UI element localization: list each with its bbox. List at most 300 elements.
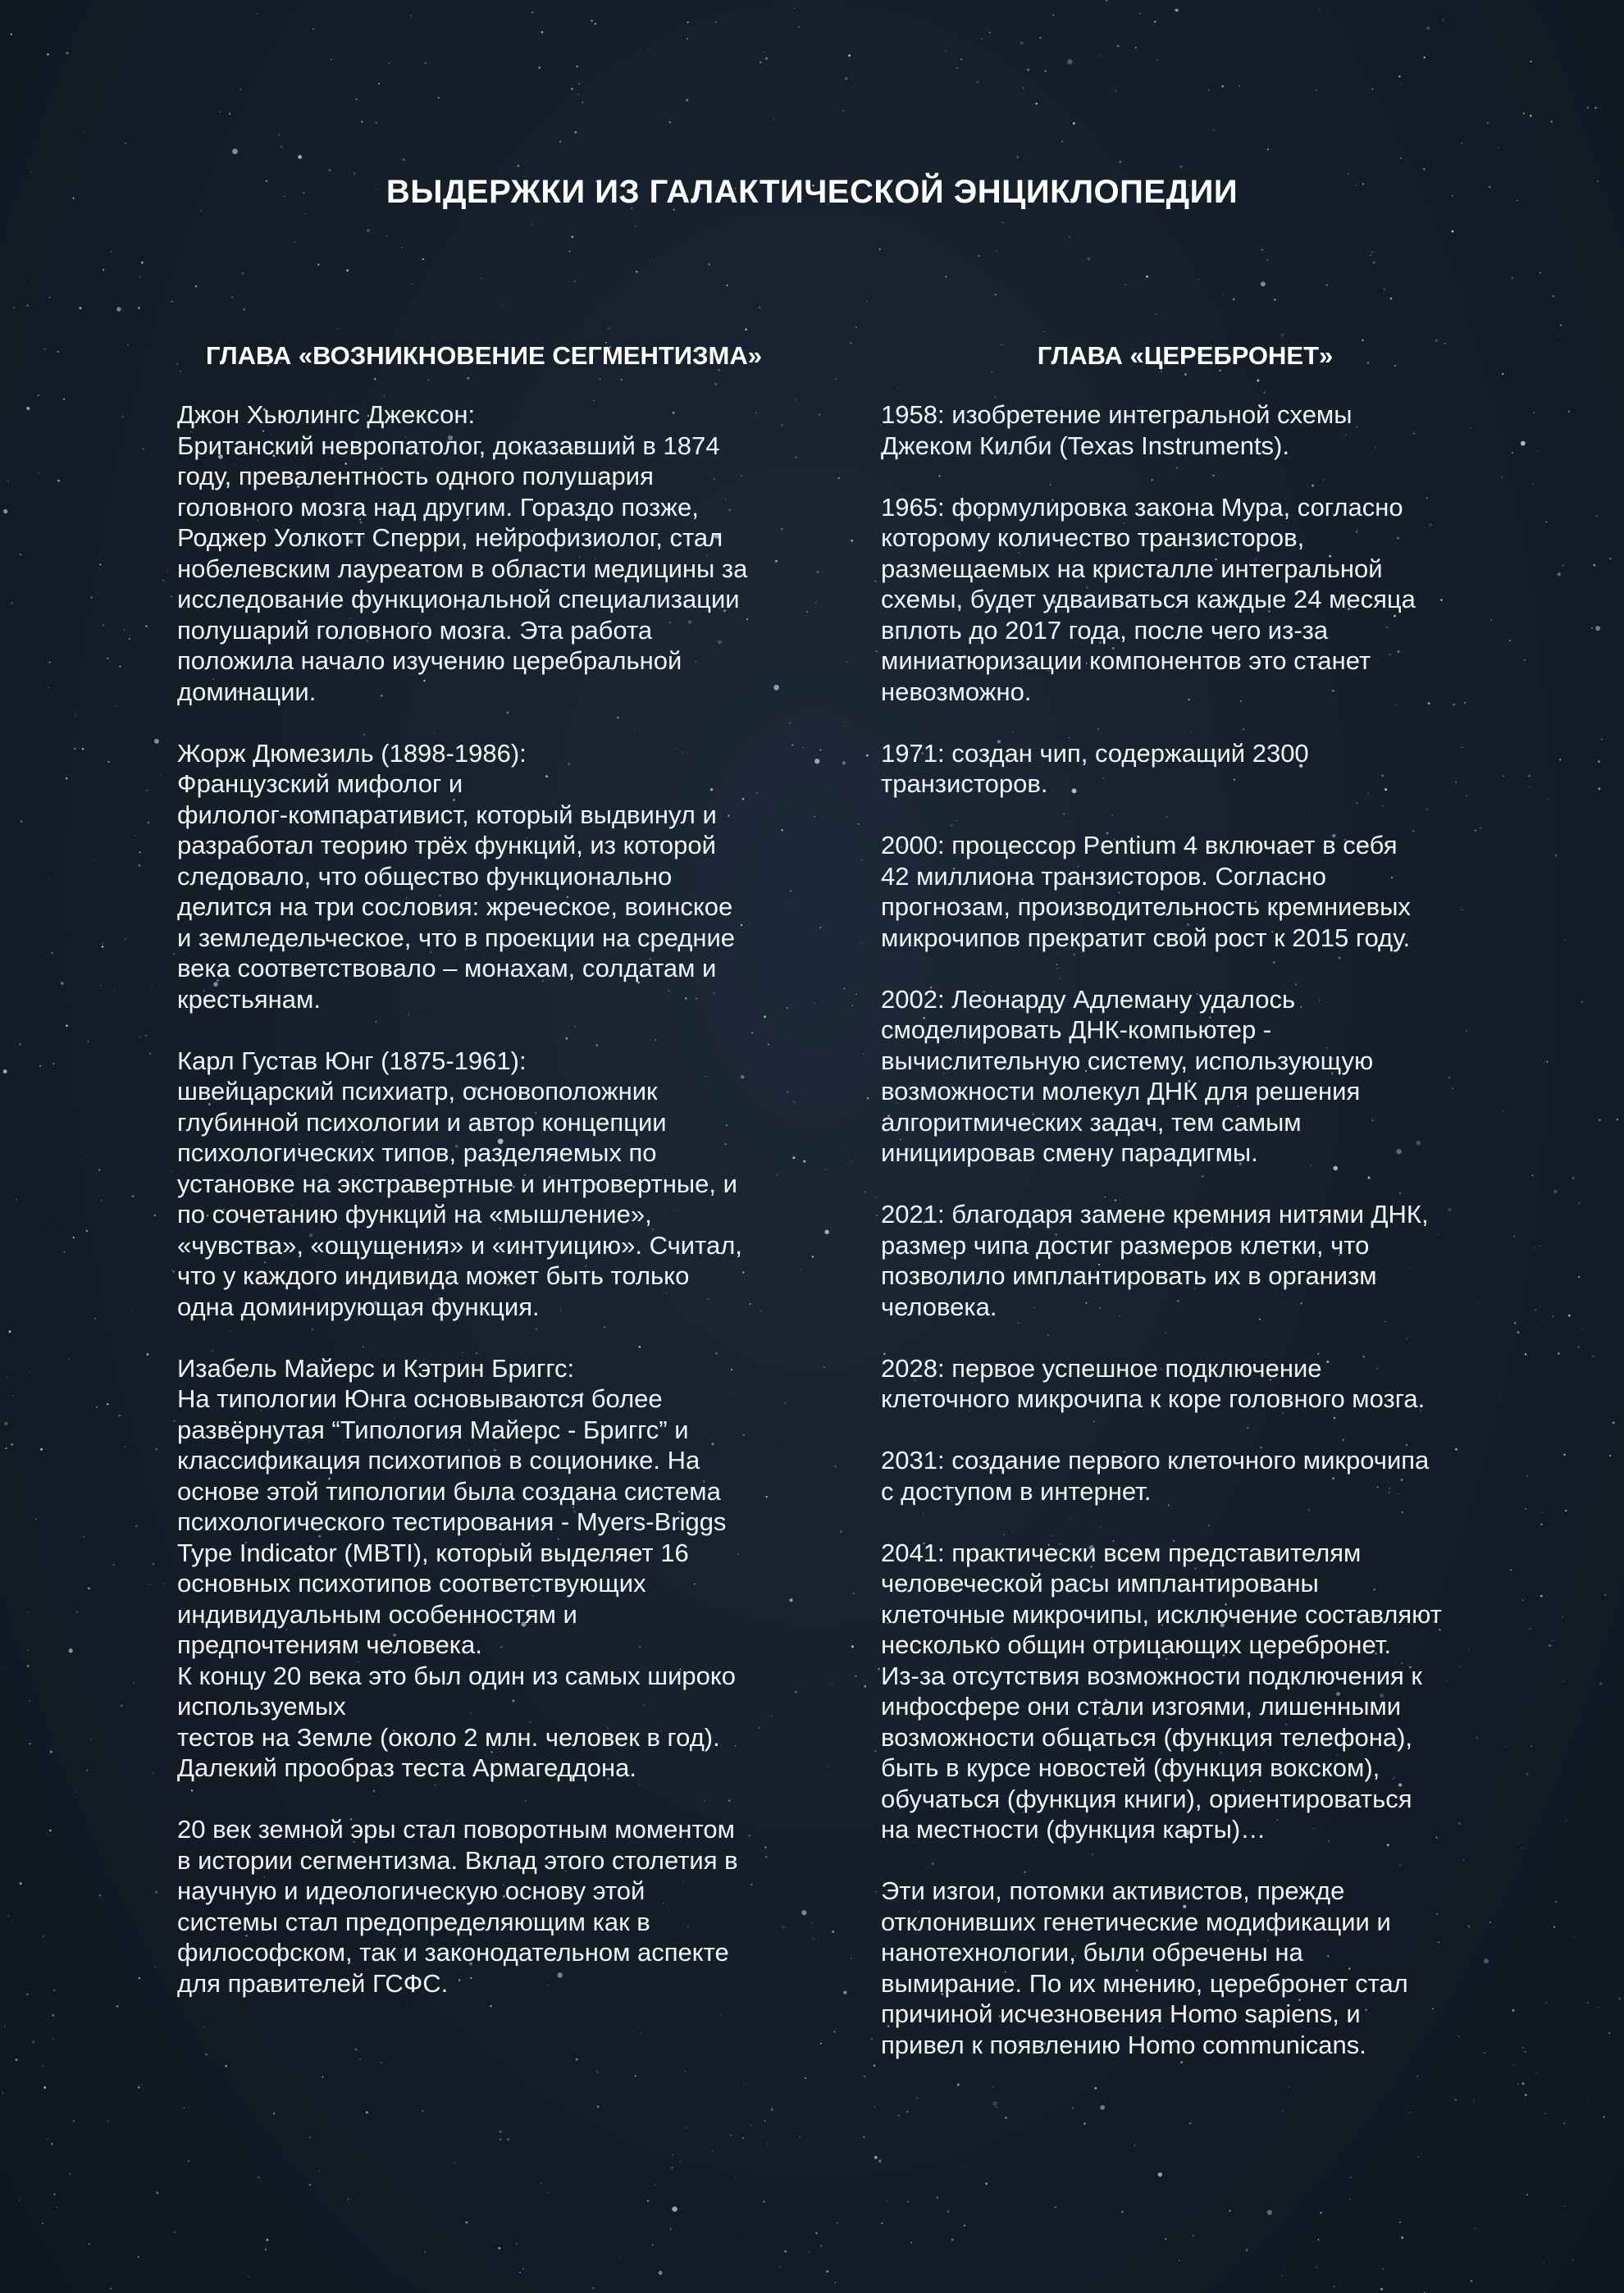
text-line: клеточные микрочипы, исключение составляют [881,1599,1442,1629]
star [1282,2275,1283,2276]
star [855,994,856,995]
star [672,2154,673,2155]
star [1005,2117,1006,2118]
star [741,2231,742,2232]
star [1587,107,1589,108]
text-line: крестьянам. [177,984,321,1014]
star [960,58,962,60]
star [107,761,109,763]
star [726,285,728,286]
star [1601,739,1603,741]
star [249,2276,250,2277]
star [154,739,159,744]
star [69,1358,70,1359]
star [1461,143,1462,144]
text-line: психологических типов, разделяемых по [177,1138,657,1167]
text-line: философском, так и законодательном аспекте [177,1938,729,1967]
star [121,1705,123,1707]
star [1587,2002,1589,2004]
text-line: Изабель Майерс и Кэтрин Бриггс: [177,1353,575,1383]
text-line: и земледельческое, что в проекции на средние [177,923,736,952]
text-line: научную и идеологическую основу этой [177,1876,645,1905]
star [1184,373,1186,375]
star [1121,2211,1123,2213]
star [1599,1119,1601,1121]
star [1370,254,1371,256]
star [1540,272,1541,274]
star [355,98,357,100]
text-line: Type Indicator (MBTI), который выделяет 16 [177,1538,689,1567]
star [1398,75,1401,78]
star [93,859,94,861]
text-line: для правителей ГСФС. [177,1968,449,1998]
star [1334,2286,1335,2287]
star [1135,47,1137,48]
star [820,2245,822,2247]
star [907,2201,909,2203]
star [597,2105,600,2108]
paragraph [177,1353,817,1784]
star [947,2210,950,2213]
star [79,307,81,309]
text-line: алгоритмических задач, тем самым [881,1107,1302,1137]
text-line: которому количество транзисторов, [881,523,1305,552]
star [38,473,39,474]
star [1035,103,1038,105]
star [1189,2122,1192,2125]
star [281,146,283,148]
star [798,26,800,28]
star [1263,392,1265,394]
star [125,143,126,144]
star [995,397,996,398]
star [1326,284,1328,285]
star [819,475,821,476]
star [11,34,12,35]
text-line: «чувства», «ощущения» и «интуицию». Считал, [177,1230,742,1260]
star [846,662,848,663]
text-line: 1971: создан чип, содержащий 2300 [881,738,1309,768]
star [346,269,349,271]
star [596,2070,598,2072]
text-line: Далекий прообраз теста Армагеддона. [177,1753,636,1782]
right-column-text [881,399,1537,2091]
text-line: 1965: формулировка закона Мура, согласно [881,492,1403,522]
star [853,1593,855,1594]
star [843,1991,846,1994]
star [1261,281,1266,286]
star [576,2058,578,2061]
star [425,62,427,64]
star [139,1977,140,1979]
star [878,2159,882,2163]
text-line: Джон Хьюлингс Джексон: [177,400,476,429]
star [99,1894,101,1896]
star [1604,1594,1606,1596]
paragraph [881,1876,1537,2060]
text-line: в истории сегментизма. Вклад этого столетия в [177,1845,738,1875]
star [61,982,63,984]
star [48,687,49,689]
star [1502,373,1503,375]
star [878,1668,879,1670]
star [1452,230,1454,233]
text-line: 2000: процессор Pentium 4 включает в себя [881,831,1398,859]
star [715,21,717,23]
text-line: положила начало изучению церебральной [177,646,682,675]
star [687,21,688,23]
star [232,297,233,298]
text-line: размер чипа достиг размеров клетки, что [881,1230,1370,1260]
text-line: филолог-компаративист, который выдвинул и [177,800,717,829]
star [378,83,380,84]
star [1069,236,1070,237]
text-line: 2028: первое успешное подключение [881,1353,1322,1383]
text-line: используемых [177,1692,346,1721]
star [1371,252,1373,253]
star [1562,565,1563,566]
text-line: схемы, будет удваиваться каждые 24 месяца [881,585,1416,613]
star [784,2250,787,2253]
star [765,57,768,60]
star [648,48,649,49]
star [1540,1524,1543,1526]
star [422,258,424,260]
star [1560,324,1562,326]
star [131,1195,134,1197]
star [1083,2122,1086,2125]
star [826,2270,828,2272]
star [591,20,593,22]
text-line: привел к появлению Homo communicans. [881,2030,1366,2059]
star [1156,59,1157,60]
star [951,2239,954,2241]
star [1573,1936,1574,1937]
star [574,280,575,281]
paragraph [177,1814,817,1999]
star [1581,1001,1583,1003]
star [171,596,172,597]
star [1613,1422,1615,1425]
star [135,1525,138,1527]
star [1568,411,1571,413]
text-line: транзисторов. [881,769,1048,798]
text-line: века соответствовало – монахам, солдатам и [177,954,717,982]
star [845,77,847,80]
star [571,235,573,238]
star [886,2200,887,2201]
star [569,250,571,252]
star [875,1750,877,1752]
star [1603,2116,1605,2118]
star [66,777,67,779]
star [1555,1901,1557,1903]
star [991,372,992,373]
star [503,304,504,305]
star [842,761,846,764]
star [64,1251,65,1252]
star [620,2257,621,2258]
star [851,540,853,542]
star [63,399,65,400]
star [57,351,59,353]
star [1316,2267,1318,2268]
star [151,986,153,987]
star [730,2135,732,2136]
star [1617,1119,1618,1120]
right-column-heading: ГЛАВА «ЦЕРЕБРОНЕТ» [1037,341,1334,370]
star [53,2193,55,2195]
star [1100,2105,1105,2110]
star [1530,61,1531,62]
star [819,927,821,928]
star [1424,57,1426,58]
star [438,97,440,98]
star [88,1588,90,1590]
star [188,2160,189,2162]
star [83,487,84,488]
text-line: обучаться (функция книги), ориентироваться [881,1784,1412,1813]
star [1400,84,1402,85]
star [767,2144,768,2145]
star [39,1065,41,1067]
star [8,1915,10,1917]
star [1558,572,1561,576]
star [309,2137,310,2138]
star [874,2106,875,2107]
star [8,1330,11,1333]
star [855,1675,857,1677]
star [507,2138,509,2140]
star [714,383,717,385]
star [134,1682,135,1683]
star [500,2138,502,2140]
star [412,283,413,284]
star [139,276,141,277]
star [107,1403,108,1405]
star [687,39,688,40]
star [124,629,125,631]
star [21,820,23,823]
text-line: делится на три сословия: жреческое, воинское [177,892,733,921]
star [66,52,69,54]
star [148,822,149,823]
star [1547,1061,1549,1063]
star [1055,2206,1056,2208]
star [422,2110,424,2113]
star [1266,259,1268,261]
star [1563,2122,1565,2124]
star [1599,1682,1602,1684]
star [205,2054,207,2055]
text-line: возможности общаться (функция телефона), [881,1722,1413,1752]
star [1523,112,1526,115]
star [19,1043,21,1046]
star [1120,161,1121,162]
star [910,2242,912,2244]
star [162,580,164,581]
star [3,509,7,513]
star [87,1155,89,1156]
star [860,859,862,861]
star [686,99,688,102]
star [2,2091,4,2094]
star [481,277,482,278]
star [995,294,997,295]
text-line: нобелевским лауреатом в области медицины за [177,554,748,583]
text-line: 2041: практически всем представителям [881,1538,1362,1567]
star [1166,2238,1167,2240]
star [146,1353,148,1356]
star [652,2245,654,2246]
star [103,269,104,271]
text-line: человеческой расы имплантированы [881,1569,1319,1598]
star [1139,13,1141,15]
star [531,11,533,13]
text-line: классификация психотипов в соционике. На [177,1446,700,1475]
star [647,2200,650,2202]
star [1319,10,1320,11]
star [531,224,532,226]
star [1318,2239,1320,2241]
star [11,1443,13,1446]
star [825,1169,827,1170]
star [49,662,51,663]
star [1423,168,1426,171]
star [11,602,13,604]
star [26,1994,29,1996]
star [66,1024,68,1027]
star [49,1830,51,1831]
text-line: вычислительную систему, использующую [881,1046,1374,1075]
star [844,726,845,727]
star [42,2222,43,2224]
star [1221,85,1224,88]
star [1549,1644,1551,1647]
star [1053,15,1055,16]
star [1487,122,1489,124]
star [1073,122,1075,125]
star [874,2065,875,2067]
star [388,62,390,64]
star [83,131,84,132]
star [879,248,881,250]
page-title: ВЫДЕРЖКИ ИЗ ГАЛАКТИЧЕСКОЙ ЭНЦИКЛОПЕДИИ [385,174,1239,210]
star [195,285,198,288]
star [1552,295,1554,298]
star [366,2112,368,2114]
star [956,67,958,69]
star [90,1739,92,1740]
star [1155,313,1156,315]
star [817,571,819,573]
star [99,563,101,565]
text-line: Карл Густав Юнг (1875-1961): [177,1046,527,1075]
star [27,1649,29,1651]
star [1559,759,1561,760]
star [1562,1680,1564,1682]
text-line: 42 миллиона транзисторов. Согласно [881,861,1326,891]
star [52,1989,55,1991]
star [232,148,238,154]
star [403,158,404,160]
star [1027,69,1029,71]
star [375,121,377,124]
star [1540,1246,1541,1247]
text-line: одна доминирующая функция. [177,1292,540,1321]
star [964,2224,965,2226]
star [1401,2236,1403,2239]
star [1267,148,1269,150]
star [1543,1511,1544,1512]
text-line: швейцарский психиатр, основоположник [177,1077,658,1105]
text-line: системы стал предопределяющим как в [177,1907,650,1936]
star [516,2243,518,2245]
star [499,2247,501,2250]
star [842,110,844,112]
text-line: следовало, что общество функционально [177,861,673,891]
star [1564,940,1566,941]
star [107,2121,109,2122]
star [50,1751,52,1753]
star [124,938,126,941]
star [1558,1352,1560,1355]
text-line: невозможно. [881,677,1032,706]
text-line: 1958: изобретение интегральной схемы [881,400,1353,429]
star [1594,107,1596,108]
star [12,1395,14,1397]
star [225,2065,227,2067]
star [709,263,710,265]
star [381,2062,382,2063]
star [51,2143,53,2145]
star [1473,2100,1474,2101]
star [309,2184,311,2186]
star [743,2083,745,2085]
star [401,247,402,248]
star [1525,2094,1527,2096]
star [1553,1190,1557,1193]
star [86,1230,88,1232]
star [4,2026,6,2027]
paragraph [881,1199,1537,1322]
star [1371,89,1373,90]
star [1320,2212,1322,2214]
star [265,2249,267,2250]
star [519,2272,521,2273]
star [815,2232,818,2235]
star [1382,2268,1383,2269]
star [1257,380,1259,382]
star [166,570,167,571]
star [1274,299,1275,300]
star [329,169,331,171]
star [52,1063,54,1064]
star [684,2071,686,2072]
paragraph [177,738,817,1015]
star [844,988,846,990]
star [1022,87,1024,89]
star [312,28,314,30]
star [20,554,21,555]
star [851,1160,852,1162]
star [116,2005,118,2008]
star [241,272,244,275]
star [672,2206,677,2211]
star [1115,90,1117,92]
star [851,1645,854,1648]
star [522,2268,524,2269]
